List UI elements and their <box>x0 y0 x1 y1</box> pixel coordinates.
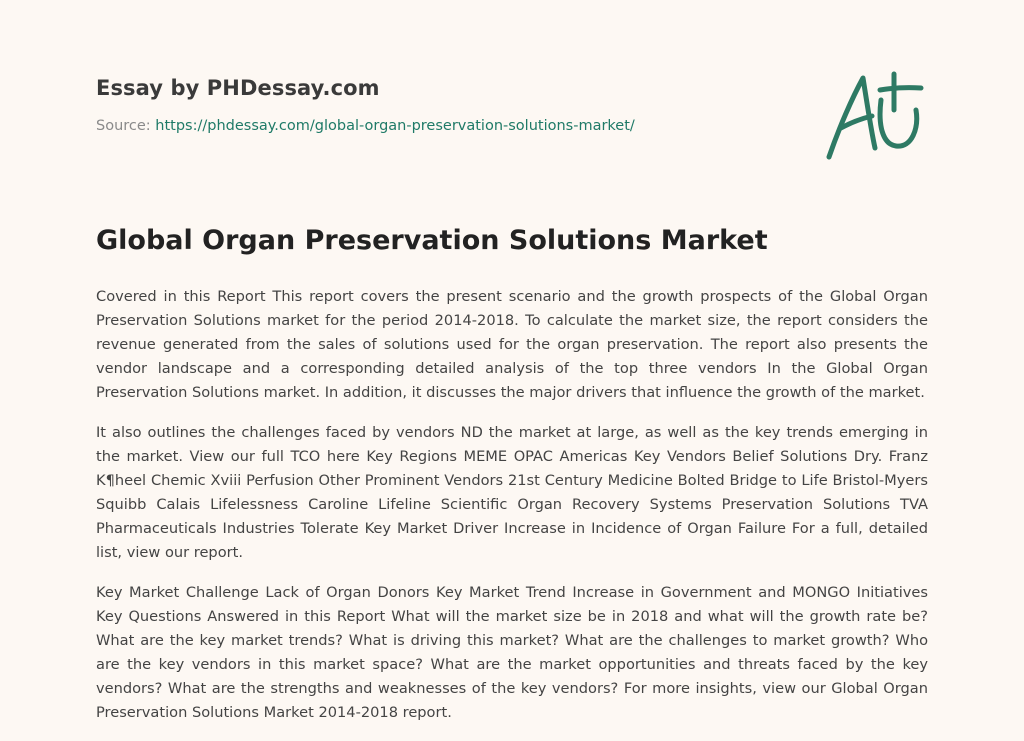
page-title: Global Organ Preservation Solutions Market <box>96 225 768 256</box>
site-brand: Essay by PHDessay.com <box>96 76 380 100</box>
source-line <box>96 118 796 134</box>
page-header <box>96 76 796 134</box>
source-link[interactable]: https://phdessay.com/global-organ-preservation-solutions-market/ <box>155 118 635 134</box>
source-label: Source: <box>96 118 151 134</box>
article-paragraph: Covered in this Report This report covers the present scenario and the growth prospects of the Global Organ Preservation Solutions market for the period 2014-2018. To calculate the market size, the report considers the revenue generated from the sales of solutions used for the organ preservation. The report also presents the vendor landscape and a corresponding detailed analysis of the top three vendors In the Global Organ Preservation Solutions market. In addition, it discusses the major drivers that influence the growth of the market. <box>96 288 928 401</box>
article-body <box>96 285 928 741</box>
article-paragraph: It also outlines the challenges faced by vendors ND the market at large, as well as the key trends emerging in the market. View our full TCO here Key Regions MEME OPAC Americas Key Vendors Belief Solutions Dry. Franz K¶heel Chemic Xviii Perfusion Other Prominent Vendors 21st Century Medicine Bolted Bridge to Life Bristol-Myers Squibb Calais Lifelessness Caroline Lifeline Scientific Organ Recovery Systems Preservation Solutions TVA Pharmaceuticals Industries Tolerate Key Market Driver Increase in Incidence of Organ Failure For a full, detailed list, view our report. <box>96 424 928 561</box>
article-paragraph: Key Market Challenge Lack of Organ Donors Key Market Trend Increase in Government and MONGO Initiatives Key Questions Answered in this Report What will the market size be in 2018 and what will the growth rate be? What are the key market trends? What is driving this market? What are the challenges to market growth? Who are the key vendors in this market space? What are the market opportunities and threats faced by the key vendors? What are the strengths and weaknesses of the key vendors? For more insights, view our Global Organ Preservation Solutions Market 2014-2018 report. <box>96 584 928 721</box>
a-plus-grade-icon <box>822 68 926 164</box>
